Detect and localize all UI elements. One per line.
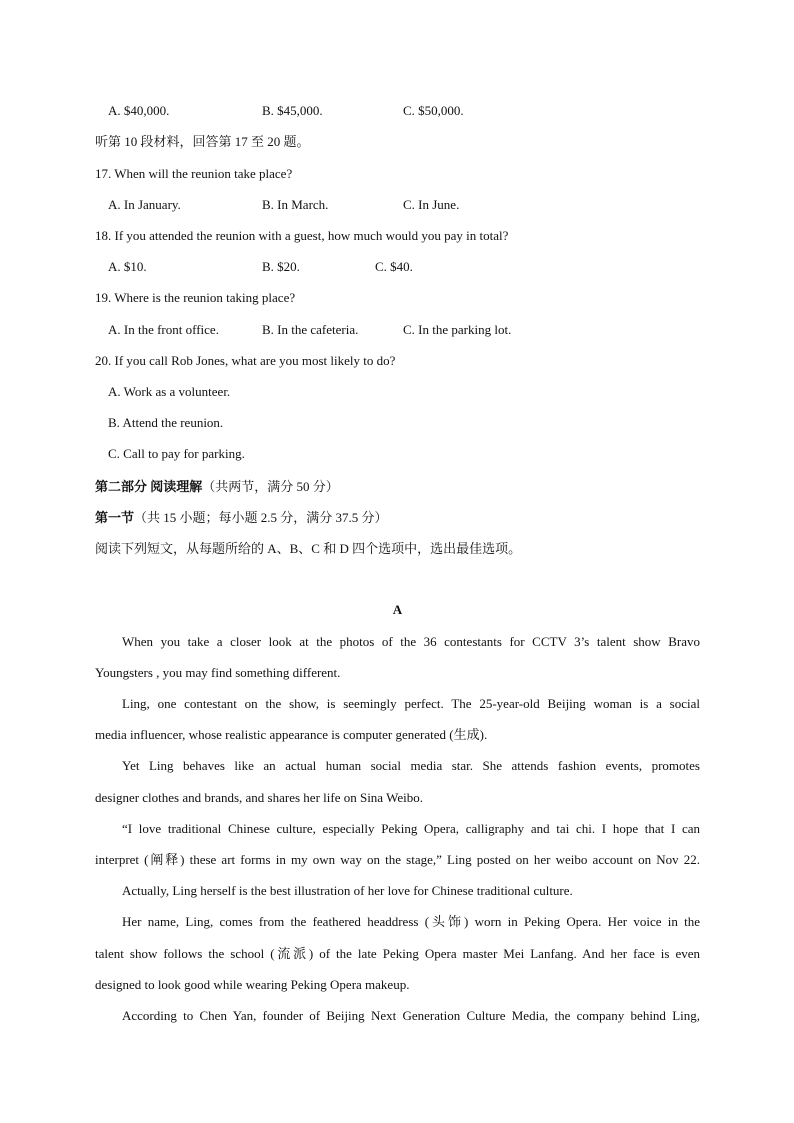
passage-line: When you take a closer look at the photos of the 36 contestants for CCTV 3’s talent show Bravo bbox=[122, 634, 700, 649]
option-b: B. In the cafeteria. bbox=[262, 322, 359, 337]
passage-line: Her name, Ling, comes from the feathered headdress (头饰) worn in Peking Opera. Her voice in the bbox=[122, 914, 700, 929]
option-b: B. $20. bbox=[262, 259, 300, 274]
passage-line: Yet Ling behaves like an actual human social media star. She attends fashion events, promotes bbox=[122, 758, 700, 773]
passage-line: Youngsters , you may find something different. bbox=[95, 665, 341, 680]
part-note: （共两节，满分 50 分） bbox=[202, 479, 339, 494]
option-a: A. Work as a volunteer. bbox=[108, 384, 231, 399]
passage-line: media influencer, whose realistic appearance is computer generated (生成). bbox=[95, 727, 488, 742]
question-stem: 20. If you call Rob Jones, what are you most likely to do? bbox=[95, 353, 396, 368]
passage-line: talent show follows the school (流派) of the late Peking Opera master Mei Lanfang. And her face is even bbox=[95, 946, 700, 961]
question-stem: 17. When will the reunion take place? bbox=[95, 166, 293, 181]
passage-line: Ling, one contestant on the show, is seemingly perfect. The 25-year-old Beijing woman is a social bbox=[122, 696, 700, 711]
option-a: A. $10. bbox=[108, 259, 147, 274]
passage-line: According to Chen Yan, founder of Beijing Next Generation Culture Media, the company behind Ling, bbox=[122, 1008, 700, 1023]
passage-line: designed to look good while wearing Peking Opera makeup. bbox=[95, 977, 410, 992]
section-label: 第一节 bbox=[95, 510, 135, 525]
q16-option-b: B. $45,000. bbox=[262, 103, 323, 118]
section-note: （共 15 小题；每小题 2.5 分，满分 37.5 分） bbox=[134, 510, 388, 525]
option-c: C. In June. bbox=[403, 197, 460, 212]
reading-instruction: 阅读下列短文，从每题所给的 A、B、C 和 D 四个选项中，选出最佳选项。 bbox=[95, 541, 522, 556]
question-stem: 19. Where is the reunion taking place? bbox=[95, 290, 296, 305]
option-b: B. Attend the reunion. bbox=[108, 415, 224, 430]
q16-option-c: C. $50,000. bbox=[403, 103, 464, 118]
passage-line: designer clothes and brands, and shares her life on Sina Weibo. bbox=[95, 790, 423, 805]
option-b: B. In March. bbox=[262, 197, 329, 212]
part-label: 第二部分 阅读理解 bbox=[95, 479, 203, 494]
option-c: C. $40. bbox=[375, 259, 413, 274]
section-heading bbox=[95, 510, 388, 526]
q16-option-a: A. $40,000. bbox=[108, 103, 170, 118]
passage-line: interpret (阐释) these art forms in my own way on the stage,” Ling posted on her weibo account on Nov 22. bbox=[95, 852, 700, 867]
listening-instruction: 听第 10 段材料，回答第 17 至 20 题。 bbox=[95, 134, 310, 149]
option-a: A. In the front office. bbox=[108, 322, 219, 337]
option-c: C. Call to pay for parking. bbox=[108, 446, 245, 461]
passage-line: “I love traditional Chinese culture, especially Peking Opera, calligraphy and tai chi. I hope that I can bbox=[122, 821, 700, 836]
passage-title: A bbox=[392, 602, 403, 617]
passage-line: Actually, Ling herself is the best illustration of her love for Chinese traditional culture. bbox=[122, 883, 573, 898]
question-stem: 18. If you attended the reunion with a guest, how much would you pay in total? bbox=[95, 228, 509, 243]
option-c: C. In the parking lot. bbox=[403, 322, 512, 337]
option-a: A. In January. bbox=[108, 197, 181, 212]
part-heading bbox=[95, 479, 339, 495]
